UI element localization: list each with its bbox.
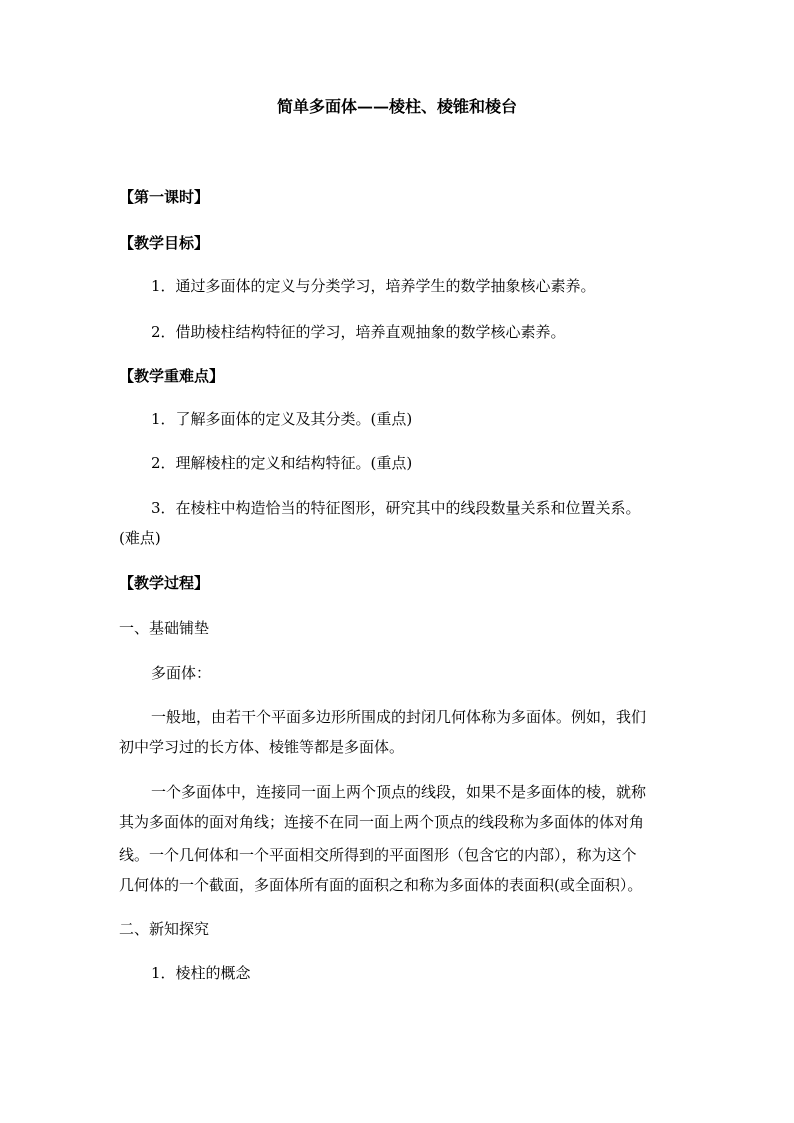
- keypoint-item-1: 1．了解多面体的定义及其分类。(重点): [151, 410, 413, 428]
- para2-line-3: 线。一个几何体和一个平面相交所得到的平面图形（包含它的内部），称为这个: [119, 846, 637, 864]
- para2-line-4: 几何体的一个截面，多面体所有面的面积之和称为多面体的表面积(或全面积）。: [119, 876, 643, 894]
- polyhedron-term: 多面体：: [151, 664, 212, 682]
- keypoints-heading: 【教学重难点】: [119, 367, 225, 385]
- section1-heading: 一、基础铺垫: [119, 619, 210, 637]
- para2-line-2: 其为多面体的面对角线；连接不在同一面上两个顶点的线段称为多面体的体对角: [119, 813, 645, 831]
- goal-item-1: 1．通过多面体的定义与分类学习，培养学生的数学抽象核心素养。: [151, 277, 596, 295]
- keypoint-item-2: 2．理解棱柱的定义和结构特征。(重点): [151, 454, 413, 472]
- keypoint-item-3: 3．在棱柱中构造恰当的特征图形，研究其中的线段数量关系和位置关系。: [151, 499, 641, 517]
- goals-heading: 【教学目标】: [119, 234, 210, 252]
- goal-item-2: 2．借助棱柱结构特征的学习，培养直观抽象的数学核心素养。: [151, 323, 566, 341]
- para2-line-1: 一个多面体中，连接同一面上两个顶点的线段，如果不是多面体的棱，就称: [151, 783, 647, 801]
- section2-heading: 二、新知探究: [119, 920, 210, 938]
- document-title: 简单多面体——棱柱、棱锥和棱台: [276, 97, 517, 116]
- para1-line-2: 初中学习过的长方体、棱锥等都是多面体。: [119, 738, 405, 756]
- process-heading: 【教学过程】: [119, 574, 210, 592]
- keypoint-item-3-cont: (难点): [119, 529, 161, 547]
- lesson-heading: 【第一课时】: [119, 188, 210, 206]
- para1-line-1: 一般地，由若干个平面多边形所围成的封闭几何体称为多面体。例如，我们: [151, 708, 647, 726]
- section2-item-1: 1．棱柱的概念: [151, 964, 251, 982]
